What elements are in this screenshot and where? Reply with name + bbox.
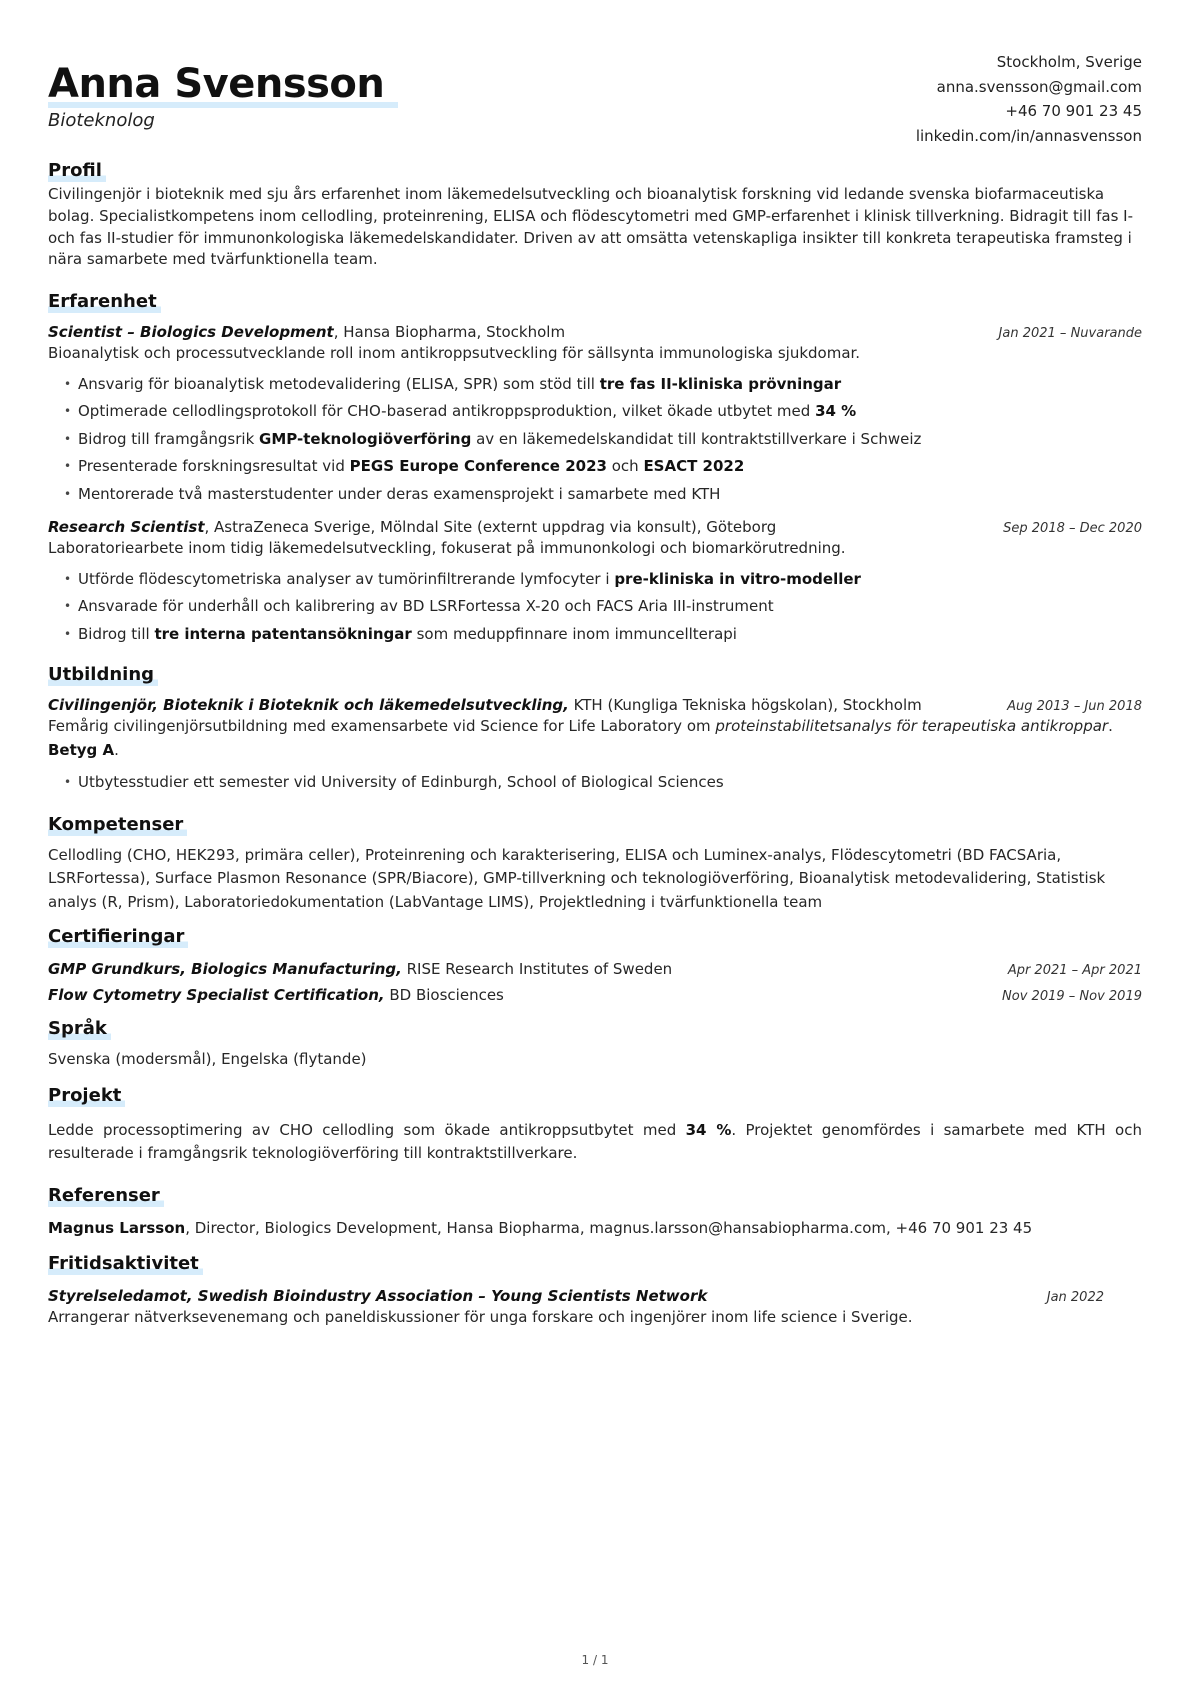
activity-item <box>48 1287 1142 1305</box>
section-title: Fritidsaktivitet <box>48 1253 203 1275</box>
skills-text: Cellodling (CHO, HEK293, primära celler), Proteinrening och karakterisering, ELISA och Luminex-analys, Flödescytometri (BD FACSAria, LSRFortessa), Surface Plasmon Resonance (SPR/Biacore), GMP-tillverkning och teknologiöverföring, Bioanalytisk metodevalidering, Statistisk analys (R, Prism), Laboratoriedokumentation (LabVantage LIMS), Projektledning i tvärfunktionella team <box>48 845 1106 911</box>
experience-item <box>48 518 1142 648</box>
activity-date: Jan 2022 <box>1046 1290 1104 1306</box>
section-profil <box>48 160 1142 271</box>
experience-bullets <box>48 566 1142 649</box>
certification-item: GMP Grundkurs, Biologics Manufacturing, RISE Research Institutes of Sweden Apr 2021 – Apr 2021 <box>48 960 1142 979</box>
section-projekt <box>48 1085 1142 1166</box>
education-desc: Femårig civilingenjörsutbildning med examensarbete vid Science for Life Laboratory om proteinstabilitetsanalys för terapeutiska antikroppar. Betyg A. <box>48 717 1113 759</box>
section-utbildning <box>48 664 1142 797</box>
bullet-item: • Presenterade forskningsresultat vid PEGS Europe Conference 2023 och ESACT 2022 <box>64 453 1142 481</box>
person-name: Anna Svensson <box>48 60 398 108</box>
section-title: Kompetenser <box>48 814 187 836</box>
certification-item: Flow Cytometry Specialist Certification, BD Biosciences Nov 2019 – Nov 2019 <box>48 986 1142 1005</box>
experience-bullets <box>48 371 1142 509</box>
activity-role: Styrelseledamot, Swedish Bioindustry Association – Young Scientists Network <box>48 1287 708 1306</box>
job-title: Bioteknolog <box>48 110 155 131</box>
section-title: Profil <box>48 160 106 182</box>
bullet-item: • Mentorerade två masterstudenter under deras examensprojekt i samarbete med KTH <box>64 481 1142 509</box>
education-bullets <box>48 769 1142 797</box>
bullet-item: • Ansvarig för bioanalytisk metodevalidering (ELISA, SPR) som stöd till tre fas II-kliniska prövningar <box>64 371 1142 399</box>
experience-title: Scientist – Biologics Development <box>48 323 334 342</box>
experience-title: Research Scientist <box>48 518 205 537</box>
reference-text: Magnus Larsson, Director, Biologics Development, Hansa Biopharma, magnus.larsson@hansabiopharma.com, +46 70 901 23 45 <box>48 1218 1033 1237</box>
section-erfarenhet <box>48 291 1142 648</box>
experience-org: , Hansa Biopharma, Stockholm <box>333 323 566 342</box>
bullet-item: • Bidrog till framgångsrik GMP-teknologiöverföring av en läkemedelskandidat till kontraktstillverkare i Schweiz <box>64 426 1142 454</box>
school-name: KTH (Kungliga Tekniska högskolan), Stockholm <box>568 696 922 715</box>
contact-phone: +46 70 901 23 45 <box>1005 102 1142 120</box>
section-title: Erfarenhet <box>48 291 161 313</box>
experience-org: , AstraZeneca Sverige, Mölndal Site (externt uppdrag via konsult), Göteborg <box>204 518 777 537</box>
languages-text: Svenska (modersmål), Engelska (flytande) <box>48 1050 367 1069</box>
bullet-item: • Utförde flödescytometriska analyser av tumörinfiltrerande lymfocyter i pre-kliniska in vitro-modeller <box>64 566 1142 594</box>
section-kompetenser <box>48 814 1142 915</box>
profile-text: Civilingenjör i bioteknik med sju års erfarenhet inom läkemedelsutveckling och bioanalytisk forskning vid ledande svenska biofarmaceutiska bolag. Specialistkompetens inom cellodling, proteinrening, ELISA och flödescytometri med GMP-erfarenhet i klinisk tillverkning. Bidragit till fas I- och fas II-studier för immunonkologiska läkemedelskandidater. Driven av att omsätta vetenskapliga insikter till konkreta terapeutiska framsteg i nära samarbete med tvärfunktionella team. <box>48 185 1134 269</box>
project-text: Ledde processoptimering av CHO cellodling som ökade antikroppsutbytet med 34 %. Projektet genomfördes i samarbete med KTH och resulterade i framgångsrik teknologiöverföring till kontraktstillverkare. <box>48 1120 1142 1163</box>
experience-date: Jan 2021 – Nuvarande <box>998 326 1142 342</box>
name-block <box>48 60 398 131</box>
bullet-item: • Ansvarade för underhåll och kalibrering av BD LSRFortessa X-20 och FACS Aria III-instrument <box>64 593 1142 621</box>
experience-desc: Laboratoriearbete inom tidig läkemedelsutveckling, fokuserat på immunonkologi och biomarkörutredning. <box>48 539 846 558</box>
reference-name: Magnus Larsson <box>48 1218 186 1237</box>
experience-item <box>48 323 1142 508</box>
section-fritid <box>48 1253 1142 1330</box>
contact-linkedin[interactable]: linkedin.com/in/annasvensson <box>915 126 1142 145</box>
section-referenser <box>48 1185 1142 1241</box>
section-sprak <box>48 1018 1142 1072</box>
section-title: Utbildning <box>48 664 158 686</box>
section-certifieringar <box>48 926 1142 1004</box>
resume-header <box>48 53 1142 160</box>
bullet-item: • Utbytesstudier ett semester vid University of Edinburgh, School of Biological Sciences <box>64 769 1142 797</box>
contact-location: Stockholm, Sverige <box>996 53 1142 71</box>
education-date: Aug 2013 – Jun 2018 <box>1007 699 1142 715</box>
contact-block <box>916 50 1142 148</box>
bullet-item: • Bidrog till tre interna patentansökningar som meduppfinnare inom immuncellterapi <box>64 621 1142 649</box>
experience-date: Sep 2018 – Dec 2020 <box>1003 521 1142 537</box>
section-title: Projekt <box>48 1085 125 1107</box>
bullet-item: • Optimerade cellodlingsprotokoll för CHO-baserad antikroppsproduktion, vilket ökade utbytet med 34 % <box>64 398 1142 426</box>
section-title: Certifieringar <box>48 926 188 948</box>
contact-email[interactable]: anna.svensson@gmail.com <box>936 77 1142 96</box>
activity-desc: Arrangerar nätverksevenemang och paneldiskussioner för unga forskare och ingenjörer inom life science i Sverige. <box>48 1308 913 1327</box>
experience-desc: Bioanalytisk och processutvecklande roll inom antikroppsutveckling för sällsynta immunologiska sjukdomar. <box>48 344 861 363</box>
section-title: Referenser <box>48 1185 164 1207</box>
degree-title: Civilingenjör, Bioteknik i Bioteknik och läkemedelsutveckling, <box>48 696 569 715</box>
section-title: Språk <box>48 1018 111 1040</box>
page-number: 1 / 1 <box>581 1653 609 1667</box>
